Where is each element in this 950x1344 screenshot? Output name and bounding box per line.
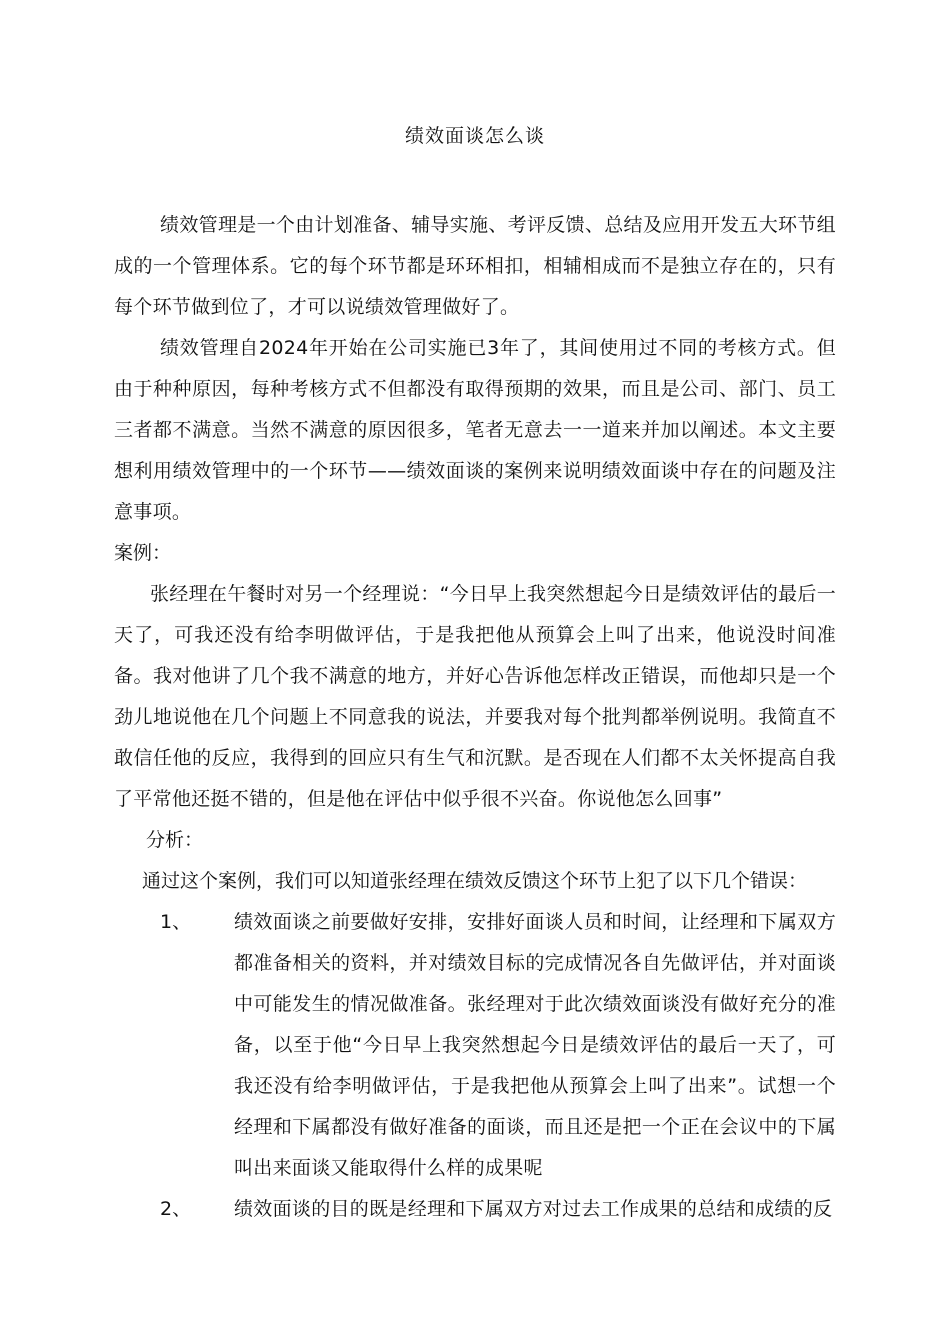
intro-paragraph: 绩效管理是一个由计划准备、辅导实施、考评反馈、总结及应用开发五大环节组成的一个管理体系。它的每个环节都是环环相扣，相辅相成而不是独立存在的，只有每个环节做到位了，才可以说绩效管理做好了。 [114, 214, 836, 318]
case-label: 案例： [114, 542, 172, 564]
intro-paragraph: 绩效管理自2024年开始在公司实施已3年了，其间使用过不同的考核方式。但由于种种原因，每种考核方式不但都没有取得预期的效果，而且是公司、部门、员工三者都不满意。当然不满意的原因很多，笔者无意去一一道来并加以阐述。本文主要想利用绩效管理中的一个环节——绩效面谈的案例来说明绩效面谈中存在的问题及注意事项。 [114, 337, 836, 523]
document-title: 绩效面谈怎么谈 [404, 125, 545, 147]
case-paragraph: 张经理在午餐时对另一个经理说：“今日早上我突然想起今日是绩效评估的最后一天了，可我还没有给李明做评估，于是我把他从预算会上叫了出来，他说没时间准备。我对他讲了几个我不满意的地方，并好心告诉他怎样改正错误，而他却只是一个劲儿地说他在几个问题上不同意我的说法，并要我对每个批判都举例说明。我简直不敢信任他的反应，我得到的回应只有生气和沉默。是否现在人们都不太关怀提高自我了平常他还挺不错的，但是他在评估中似乎很不兴奋。你说他怎么回事” [114, 583, 836, 810]
analysis-label: 分析： [146, 829, 204, 851]
list-item-number: 1、 [160, 911, 192, 933]
list-item-text: 绩效面谈的目的既是经理和下属双方对过去工作成果的总结和成绩的反 [234, 1198, 833, 1220]
analysis-intro: 通过这个案例，我们可以知道张经理在绩效反馈这个环节上犯了以下几个错误： [142, 870, 808, 892]
list-item-number: 2、 [160, 1198, 192, 1220]
list-item-text: 绩效面谈之前要做好安排，安排好面谈人员和时间，让经理和下属双方都准备相关的资料，并对绩效目标的完成情况各自先做评估，并对面谈中可能发生的情况做准备。张经理对于此次绩效面谈没有做好充分的准备，以至于他“今日早上我突然想起今日是绩效评估的最后一天了，可我还没有给李明做评估，于是我把他从预算会上叫了出来”。试想一个经理和下属都没有做好准备的面谈，而且还是把一个正在会议中的下属叫出来面谈又能取得什么样的成果呢 [234, 911, 836, 1179]
